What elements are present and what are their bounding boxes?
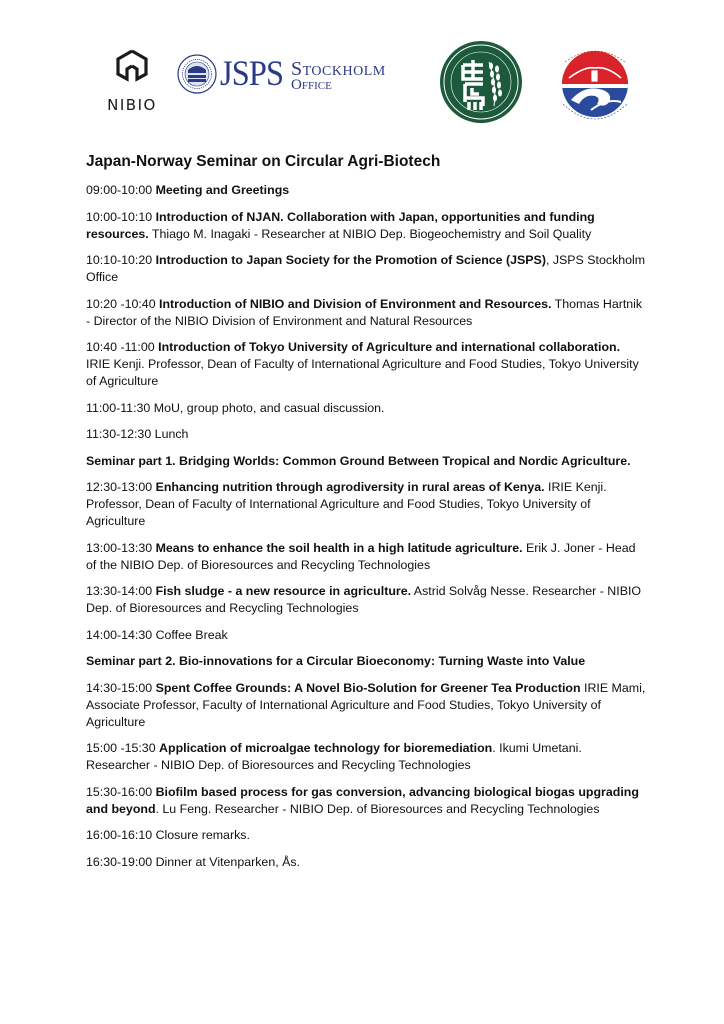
norway-japan-120th-anniversary-emblem-icon xyxy=(551,38,639,126)
program-item-title: Biofilm based process for gas conversion, advancing biological biogas upgrading and beyond xyxy=(86,784,639,816)
program-item xyxy=(86,540,646,574)
program-item-time: 15:30-16:00 xyxy=(86,784,153,799)
jsps-stockholm-text: Stockholm xyxy=(291,58,386,80)
section-heading-part-1: Seminar part 1. Bridging Worlds: Common Ground Between Tropical and Nordic Agriculture. xyxy=(86,453,631,468)
program-item-title: Spent Coffee Grounds: A Novel Bio-Solution for Greener Tea Production xyxy=(155,680,581,695)
program-item-title: Application of microalgae technology for bioremediation xyxy=(159,741,493,755)
jsps-office-text: Office xyxy=(291,77,332,93)
program-item xyxy=(86,339,646,390)
nibio-wordmark: NIBIO xyxy=(107,96,157,114)
norway-japan-anniversary-logo xyxy=(551,38,639,131)
program-item-title: Enhancing nutrition through agrodiversity in rural areas of Kenya. xyxy=(155,480,545,494)
program-item-details: Astrid Solvåg Nesse. Researcher - NIBIO Dep. of Bioresources and Recycling Technologies xyxy=(86,584,642,615)
program-item-details: Erik J. Joner - Head of the NIBIO Dep. of Bioresources and Recycling Technologies xyxy=(86,540,636,572)
program-block-part-1 xyxy=(86,479,646,644)
program-item-details: Lunch xyxy=(151,427,189,441)
program-item-title: Introduction of Tokyo University of Agriculture and international collaboration. xyxy=(158,340,621,354)
program-item-details: Dinner at Vitenparken, Ås. xyxy=(152,854,300,869)
program-item-title: Means to enhance the soil health in a high latitude agriculture. xyxy=(155,540,523,555)
program-item xyxy=(86,400,646,417)
program-item-time: 14:00-14:30 xyxy=(86,627,153,642)
program-item-time: 10:20 -10:40 xyxy=(86,296,156,311)
program-item xyxy=(86,583,646,617)
program-item-details: . Lu Feng. Researcher - NIBIO Dep. of Bioresources and Recycling Technologies xyxy=(155,801,600,816)
program-item-time: 14:30-15:00 xyxy=(86,680,153,695)
page-title: Japan-Norway Seminar on Circular Agri-Biotech xyxy=(86,153,441,170)
program-item xyxy=(86,784,646,818)
program-item xyxy=(86,426,646,443)
program-item xyxy=(86,854,646,871)
program-block-morning xyxy=(86,182,646,443)
program-block-part-2 xyxy=(86,680,646,871)
program-item xyxy=(86,740,646,774)
section-heading-part-2: Seminar part 2. Bio-innovations for a Circular Bioeconomy: Turning Waste into Value xyxy=(86,654,586,668)
nibio-cube-icon xyxy=(114,48,150,86)
program-item-details: Coffee Break xyxy=(152,627,228,642)
logo-bar xyxy=(0,38,724,128)
program-item-time: 11:00-11:30 xyxy=(86,400,151,415)
jsps-seal-icon xyxy=(177,54,217,94)
program-item-details: MoU, group photo, and casual discussion. xyxy=(150,400,385,415)
program-item xyxy=(86,252,646,286)
program-item-details: . Ikumi Umetani. Researcher - NIBIO Dep. of Bioresources and Recycling Technologies xyxy=(86,741,582,772)
program-item xyxy=(86,627,646,644)
program-item-details: IRIE Kenji. Professor, Dean of Faculty of International Agriculture and Food Studies, Tokyo University of Agriculture xyxy=(86,480,607,528)
nibio-logo xyxy=(103,48,161,124)
program-item-title: Meeting and Greetings xyxy=(155,183,290,197)
seminar-program xyxy=(86,152,646,880)
program-item-time: 16:00-16:10 xyxy=(86,828,153,842)
program-item-details: Closure remarks. xyxy=(152,828,250,842)
program-item-title: Fish sludge - a new resource in agriculture. xyxy=(155,584,412,598)
program-item xyxy=(86,479,646,530)
program-item-details: Thomas Hartnik - Director of the NIBIO Division of Environment and Natural Resources xyxy=(86,296,643,328)
program-item-title: Introduction to Japan Society for the Promotion of Science (JSPS) xyxy=(155,253,546,267)
program-item-details: , JSPS Stockholm Office xyxy=(86,253,646,284)
program-item-time: 11:30-12:30 xyxy=(86,427,152,441)
program-item xyxy=(86,296,646,330)
program-item-details: IRIE Mami, Associate Professor, Faculty of International Agriculture and Food Studies, Tokyo University of Agriculture xyxy=(86,680,646,729)
program-item-details: Thiago M. Inagaki - Researcher at NIBIO Dep. Biogeochemistry and Soil Quality xyxy=(148,226,592,241)
program-item xyxy=(86,182,646,199)
program-item-time: 10:00-10:10 xyxy=(86,209,153,224)
program-item-details: IRIE Kenji. Professor, Dean of Faculty of International Agriculture and Food Studies, Tokyo University of Agriculture xyxy=(86,357,639,388)
program-item-time: 12:30-13:00 xyxy=(86,480,153,494)
program-item-time: 13:00-13:30 xyxy=(86,540,153,555)
tokyo-university-agriculture-logo xyxy=(439,40,523,129)
program-item xyxy=(86,827,646,844)
tokyo-university-agriculture-seal-icon xyxy=(439,40,523,124)
jsps-wordmark: JSPS xyxy=(220,53,284,93)
program-item-time: 16:30-19:00 xyxy=(86,854,153,869)
program-item-title: Introduction of NJAN. Collaboration with Japan, opportunities and funding resources. xyxy=(86,209,595,241)
program-item-time: 13:30-14:00 xyxy=(86,584,153,598)
program-item xyxy=(86,680,646,731)
jsps-logo xyxy=(177,52,417,100)
program-item-title: Introduction of NIBIO and Division of Environment and Resources. xyxy=(159,296,552,311)
program-item-time: 15:00 -15:30 xyxy=(86,741,156,755)
program-item xyxy=(86,209,646,243)
program-item-time: 09:00-10:00 xyxy=(86,183,153,197)
program-item-time: 10:40 -11:00 xyxy=(86,340,155,354)
program-item-time: 10:10-10:20 xyxy=(86,253,153,267)
